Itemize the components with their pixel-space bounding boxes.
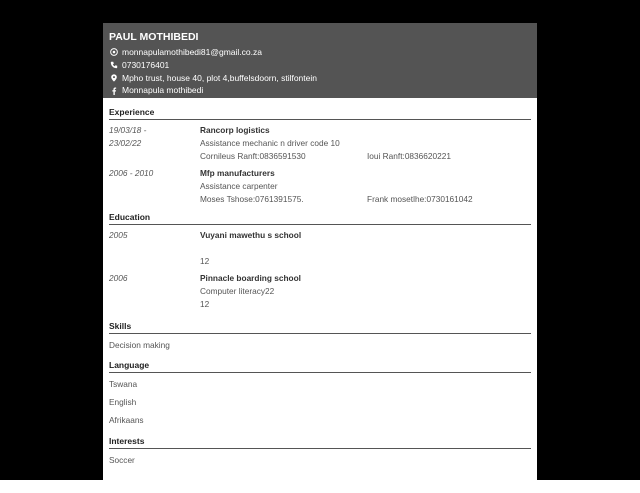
date-start: 19/03/18 - [109, 125, 147, 135]
email-row[interactable] [109, 46, 531, 59]
right-black-frame [560, 0, 640, 480]
map-pin-icon [109, 73, 118, 82]
reference: Frank mosetlhe:0730161042 [367, 194, 473, 204]
experience-date: 2006 - 2010 [109, 168, 154, 178]
references [200, 193, 531, 206]
references [200, 150, 531, 163]
interests-heading: Interests [109, 436, 531, 449]
language-item: Tswana [109, 379, 138, 389]
left-black-frame [0, 0, 80, 480]
phone-text[interactable]: 0730176401 [122, 59, 170, 70]
experience-entry [109, 124, 531, 163]
reference: Ioui Ranft:0836620221 [367, 151, 451, 161]
education-detail: Computer literacy22 [200, 286, 275, 296]
reference: Cornileus Ranft:0836591530 [200, 151, 306, 161]
school-name: Vuyani mawethu s school [200, 230, 302, 240]
education-detail [200, 242, 531, 255]
address-row [109, 72, 531, 85]
facebook-text[interactable]: Monnapula mothibedi [122, 85, 204, 96]
phone-row[interactable] [109, 59, 531, 72]
experience-heading: Experience [109, 107, 531, 120]
experience-date [109, 124, 200, 163]
education-date: 2005 [109, 230, 128, 240]
address-text: Mpho trust, house 40, plot 4,buffelsdoorn, stilfontein [122, 72, 317, 83]
company-name: Mfp manufacturers [200, 168, 275, 178]
person-name: PAUL MOTHIBEDI [109, 31, 199, 43]
language-heading: Language [109, 360, 531, 373]
interest-item: Soccer [109, 455, 135, 465]
phone-icon [109, 61, 118, 70]
email-text[interactable]: monnapulamothibedi81@gmail.co.za [122, 47, 262, 57]
job-role: Assistance carpenter [200, 181, 278, 191]
language-item: Afrikaans [109, 415, 144, 425]
education-grade: 12 [200, 299, 210, 309]
education-heading: Education [109, 212, 531, 225]
experience-entry [109, 167, 531, 206]
job-role: Assistance mechanic n driver code 10 [200, 138, 340, 148]
facebook-icon [109, 86, 118, 95]
resume-page [103, 23, 537, 493]
date-end: 23/02/22 [109, 138, 142, 148]
education-entry [109, 272, 531, 311]
skill-item: Decision making [109, 340, 170, 350]
reference: Moses Tshose:0761391575. [200, 194, 304, 204]
skills-heading: Skills [109, 321, 531, 334]
language-item: English [109, 397, 137, 407]
facebook-row[interactable] [109, 84, 531, 97]
school-name: Pinnacle boarding school [200, 273, 301, 283]
education-entry [109, 229, 531, 268]
at-icon [109, 48, 118, 57]
resume-header [103, 23, 537, 98]
company-name: Rancorp logistics [200, 125, 270, 135]
education-date: 2006 [109, 273, 128, 283]
education-grade: 12 [200, 256, 210, 266]
